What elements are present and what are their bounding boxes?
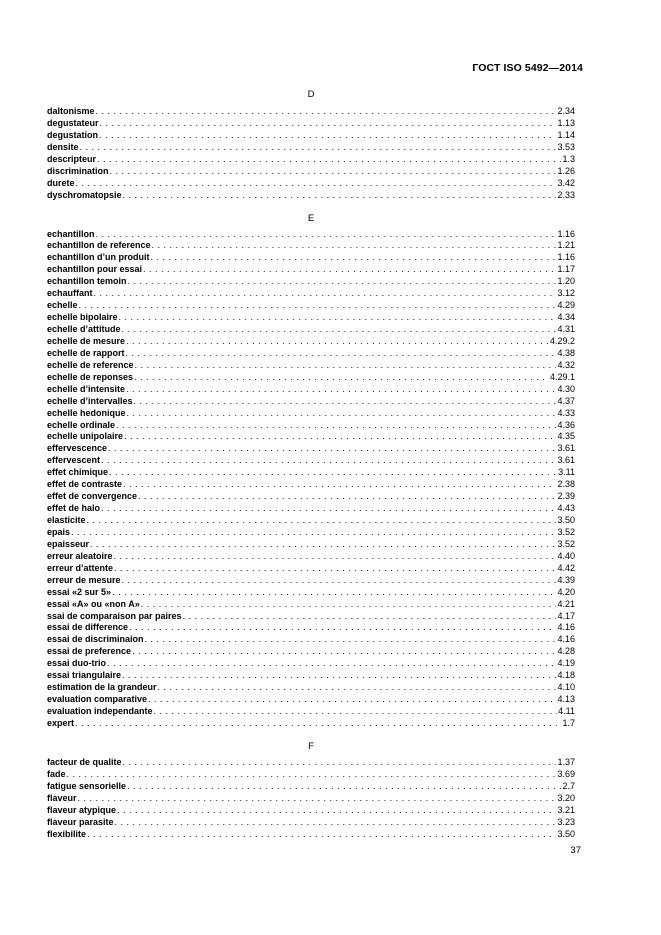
dot-leader [75, 718, 561, 730]
index-entry [47, 575, 575, 587]
index-entry [47, 229, 575, 241]
dot-leader [128, 276, 557, 288]
dot-leader [78, 793, 557, 805]
index-reference: 1.16 [557, 252, 575, 263]
dot-leader [87, 515, 557, 527]
index-reference: 4.37 [557, 395, 575, 406]
index-entry [47, 142, 575, 154]
index-entry [47, 634, 575, 646]
index-entry [47, 682, 575, 694]
dot-leader [110, 166, 557, 178]
index-term: echelle bipolaire [47, 312, 118, 323]
dot-leader [145, 634, 557, 646]
index-entry [47, 769, 575, 781]
index-entry [47, 348, 575, 360]
index-reference: 2.33 [557, 189, 575, 200]
index-reference: 4.28 [557, 646, 575, 657]
dot-leader [122, 670, 556, 682]
index-entry [47, 178, 575, 190]
index-term: flaveur parasite [47, 816, 114, 827]
index-reference: 2.38 [557, 479, 575, 490]
index-reference: 1.37 [557, 756, 575, 767]
index-entry [47, 805, 575, 817]
dot-leader [126, 384, 556, 396]
index-reference: 1.17 [557, 264, 575, 275]
index-entry [47, 658, 575, 670]
dot-leader [94, 288, 557, 300]
index-term: evaluation independante [47, 706, 153, 716]
dot-leader [134, 372, 549, 384]
index-entry [47, 420, 575, 432]
index-term: essai duo-trio [47, 658, 107, 669]
index-term: essai de difference [47, 622, 129, 633]
dot-leader [158, 682, 557, 694]
dot-leader [123, 190, 557, 202]
index-reference: 4.31 [557, 324, 575, 334]
index-term: effet chimique [47, 467, 109, 478]
index-term: echelle unipolaire [47, 431, 124, 442]
index-entry [47, 539, 575, 551]
index-reference: 4.29.1 [549, 371, 575, 382]
index-entry [47, 527, 575, 539]
dot-leader [183, 611, 557, 623]
page-number: 37 [570, 845, 581, 856]
index-term: echelle d’intensite [47, 383, 126, 394]
dot-leader [122, 575, 557, 587]
index-entry [47, 166, 575, 178]
dot-leader [143, 264, 556, 276]
index-term: fade [47, 768, 66, 779]
index-reference: 1.21 [557, 240, 575, 251]
index-entry [47, 781, 575, 793]
index-entry [47, 817, 575, 829]
index-entry [47, 829, 575, 841]
index-entry [47, 130, 575, 142]
index-term: dyschromatopsie [47, 189, 122, 200]
section-letter-f: F [308, 740, 314, 752]
index-term: erreur d’attente [47, 562, 114, 573]
index-entry [47, 587, 575, 599]
index-entry [47, 360, 575, 372]
index-term: echantillon pour essai [47, 264, 143, 275]
index-entry [47, 154, 575, 166]
section-letter-d: D [307, 89, 315, 100]
index-entry [47, 551, 575, 563]
index-entry [47, 479, 575, 491]
dot-leader [96, 106, 557, 118]
index-entry [47, 455, 575, 467]
dot-leader [135, 360, 557, 372]
index-reference: 2.34 [557, 106, 575, 116]
index-entry [47, 240, 575, 252]
dot-leader [101, 455, 556, 467]
index-content [47, 89, 575, 840]
index-reference: 4.10 [557, 682, 575, 693]
index-term: facteur de qualite [47, 756, 122, 767]
index-entry [47, 757, 575, 769]
index-term: durete [47, 177, 75, 188]
dot-leader [79, 300, 557, 312]
index-reference: 3.50 [557, 515, 575, 525]
index-reference: 3.21 [557, 804, 575, 815]
index-reference: 4.34 [557, 312, 575, 323]
index-term: essai «2 sur 5» [47, 586, 112, 597]
index-entry [47, 503, 575, 515]
index-reference: 4.38 [557, 347, 575, 358]
index-term: effet de contraste [47, 479, 123, 490]
index-term: flaveur [47, 792, 77, 803]
dot-leader [124, 431, 556, 443]
index-reference: 4.13 [557, 694, 575, 705]
index-reference: 4.29 [557, 300, 575, 311]
index-term: essai de preference [47, 646, 132, 657]
index-term: echelle d’intervalles [47, 395, 133, 406]
index-entry [47, 443, 575, 455]
dot-leader [127, 781, 561, 793]
index-term: essai «A» ou «non A» [47, 598, 140, 609]
index-entry [47, 622, 575, 634]
index-entry [47, 408, 575, 420]
dot-leader [67, 769, 557, 781]
index-entry [47, 190, 575, 202]
dot-leader [122, 324, 557, 336]
index-entry [47, 646, 575, 658]
index-term: expert [47, 717, 75, 728]
dot-leader [97, 154, 561, 166]
index-entry [47, 718, 575, 730]
index-reference: 4.16 [557, 634, 575, 645]
dot-leader [100, 118, 557, 130]
index-term: degustateur [47, 117, 99, 128]
index-term: elasticite [47, 515, 86, 525]
dot-leader [127, 408, 557, 420]
dot-leader [109, 467, 557, 479]
dot-leader [152, 240, 557, 252]
index-entry [47, 336, 575, 348]
dot-leader [107, 658, 556, 670]
index-term: fatigue sensorielle [47, 780, 127, 791]
index-reference: 3.20 [557, 792, 575, 803]
dot-leader [123, 757, 557, 769]
index-term: essai triangulaire [47, 670, 122, 681]
index-reference: 4.18 [557, 670, 575, 681]
index-entry [47, 264, 575, 276]
index-reference: 4.16 [557, 622, 575, 633]
index-reference: 2.7 [562, 780, 575, 791]
index-reference: 3.50 [557, 828, 575, 839]
index-reference: 3.23 [557, 816, 575, 827]
dot-leader [138, 491, 556, 503]
index-term: effervescence [47, 443, 108, 454]
index-term: epais [47, 526, 71, 537]
index-entry [47, 599, 575, 611]
dot-leader [112, 587, 556, 599]
index-reference: 4.43 [557, 503, 575, 514]
dot-leader [115, 817, 557, 829]
index-term: echelle ordinale [47, 419, 116, 430]
index-entry [47, 288, 575, 300]
index-term: echelle de rapport [47, 347, 125, 358]
index-term: essai de discriminaion [47, 634, 144, 645]
index-term: echelle de reponses [47, 371, 134, 382]
index-entry [47, 793, 575, 805]
index-term: echelle [47, 300, 78, 311]
index-term: echelle de reference [47, 359, 134, 370]
document-header: ГОСТ ISO 5492—2014 [472, 62, 583, 74]
index-term: effet de halo [47, 503, 101, 514]
index-reference: 3.53 [557, 141, 575, 152]
index-term: erreur de mesure [47, 574, 121, 585]
index-reference: 4.33 [557, 407, 575, 418]
index-term: erreur aleatoire [47, 550, 113, 561]
index-term: densite [47, 141, 79, 152]
index-reference: 1.3 [562, 153, 575, 164]
index-reference: 3.61 [557, 443, 575, 454]
index-entry [47, 324, 575, 336]
index-term: effervescent [47, 455, 101, 466]
index-reference: 4.35 [557, 431, 575, 442]
index-entry [47, 491, 575, 503]
index-entry [47, 118, 575, 130]
index-term: echelle d’attitude [47, 324, 121, 334]
index-entry [47, 312, 575, 324]
dot-leader [151, 252, 557, 264]
index-term: echantillon de reference [47, 240, 151, 251]
index-reference: 4.32 [557, 359, 575, 370]
index-reference: 1.26 [557, 165, 575, 176]
index-reference: 3.52 [557, 526, 575, 537]
dot-leader [141, 599, 557, 611]
dot-leader [134, 396, 557, 408]
dot-leader [76, 178, 557, 190]
index-reference: 1.13 [557, 117, 575, 128]
index-term: degustation [47, 129, 98, 140]
index-reference: 4.11 [558, 706, 575, 716]
dot-leader [101, 503, 556, 515]
index-reference: 4.29.2 [549, 335, 575, 346]
dot-leader [129, 622, 556, 634]
dot-leader [132, 646, 556, 658]
index-reference: 3.12 [557, 288, 575, 299]
index-reference: 4.30 [557, 383, 575, 394]
index-entry [47, 300, 575, 312]
dot-leader [99, 130, 556, 142]
index-entry [47, 372, 575, 384]
index-entry [47, 252, 575, 264]
index-term: effet de convergence [47, 491, 138, 502]
dot-leader [90, 539, 556, 551]
index-entry [47, 467, 575, 479]
index-reference: 3.42 [557, 177, 575, 188]
index-term: estimation de la grandeur [47, 682, 157, 693]
index-entry [47, 276, 575, 288]
dot-leader [126, 348, 557, 360]
index-reference: 1.16 [557, 228, 575, 239]
index-term: evaluation comparative [47, 694, 148, 705]
index-term: flaveur atypique [47, 804, 117, 815]
dot-leader [108, 443, 556, 455]
dot-leader [117, 805, 556, 817]
index-entry [47, 563, 575, 575]
index-reference: 2.39 [557, 491, 575, 502]
dot-leader [154, 706, 558, 718]
index-entry [47, 396, 575, 408]
index-term: echelle hedonique [47, 407, 126, 418]
index-term: echantillon temoin [47, 276, 127, 287]
index-entry [47, 515, 575, 527]
index-reference: 4.36 [557, 419, 575, 430]
dot-leader [123, 479, 556, 491]
index-reference: 1.7 [562, 717, 575, 728]
index-term: echelle de mesure [47, 335, 126, 346]
index-term: echantillon d’un produit [47, 252, 150, 263]
index-term: daltonisme [47, 106, 95, 116]
index-reference: 4.20 [557, 586, 575, 597]
index-reference: 4.40 [557, 550, 575, 561]
index-term: epaisseur [47, 538, 90, 549]
index-reference: 3.11 [558, 467, 575, 478]
index-entry [47, 706, 575, 718]
dot-leader [119, 312, 557, 324]
index-entry [47, 106, 575, 118]
index-reference: 1.14 [557, 129, 575, 140]
index-reference: 3.52 [557, 538, 575, 549]
dot-leader [126, 336, 549, 348]
index-term: flexibilite [47, 828, 87, 839]
index-entry [47, 670, 575, 682]
index-reference: 4.21 [557, 598, 575, 609]
dot-leader [71, 527, 556, 539]
dot-leader [80, 142, 557, 154]
index-term: ssai de comparaison par paires [47, 610, 182, 621]
index-reference: 4.17 [557, 610, 575, 621]
dot-leader [116, 420, 556, 432]
index-entry [47, 431, 575, 443]
index-reference: 3.69 [557, 768, 575, 779]
dot-leader [96, 229, 557, 241]
dot-leader [87, 829, 556, 841]
index-reference: 3.61 [557, 455, 575, 466]
index-entry [47, 384, 575, 396]
index-reference: 4.42 [557, 562, 575, 573]
dot-leader [148, 694, 556, 706]
index-reference: 1.20 [557, 276, 575, 287]
index-term: discrimination [47, 165, 109, 176]
index-term: echantillon [47, 228, 95, 239]
index-entry [47, 694, 575, 706]
section-letter-e: E [307, 212, 315, 224]
dot-leader [114, 563, 556, 575]
index-term: descripteur [47, 153, 97, 164]
index-reference: 4.39 [557, 574, 575, 585]
index-reference: 4.19 [557, 658, 575, 669]
dot-leader [114, 551, 557, 563]
index-term: echauffant [47, 288, 93, 299]
index-entry [47, 611, 575, 623]
